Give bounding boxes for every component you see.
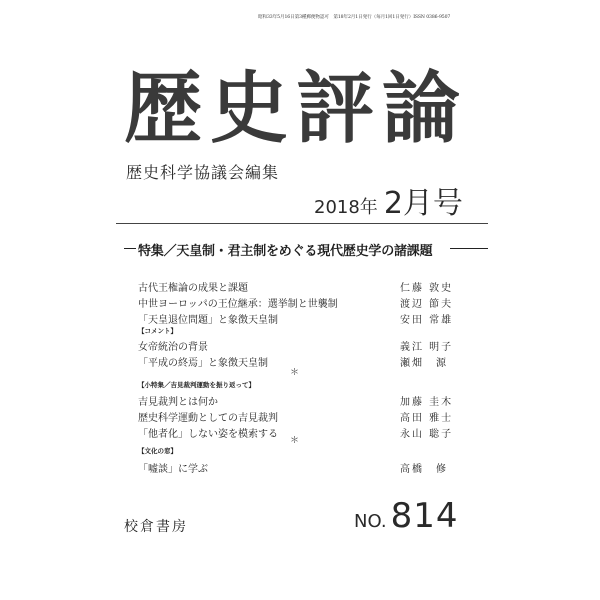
article-title: 「他者化」しない姿を模索する (138, 429, 278, 440)
toc-item (138, 393, 482, 407)
article-title: 「天皇退位問題」と象徴天皇制 (138, 315, 278, 326)
article-title: 「平成の終焉」と象徴天皇制 (138, 358, 268, 369)
toc-item (138, 338, 482, 352)
mini-feature-label: 【小特集／吉見裁判運動を振り返って】 (138, 381, 255, 389)
article-author: 渡辺 節夫 (400, 299, 454, 310)
toc-item (138, 409, 482, 423)
issue-month: 2月号 (383, 186, 463, 221)
issue-year: 2018年 (314, 197, 378, 218)
article-author: 高橋 修 (400, 464, 448, 475)
article-author: 永山 聡子 (400, 429, 454, 440)
toc-item (138, 354, 482, 368)
toc-item (138, 311, 482, 325)
section-divider-star: ＊ (290, 436, 300, 446)
top-divider (116, 223, 488, 224)
article-title: 歴史科学運動としての吉見裁判 (138, 413, 278, 424)
publisher-name: 校倉書房 (124, 519, 188, 535)
editor-credit: 歴史科学協議会編集 (126, 163, 280, 182)
article-title: 中世ヨーロッパの王位継承：選挙制と世襲制 (138, 299, 338, 310)
article-title: 「嘘談」に学ぶ (138, 464, 208, 475)
toc-item (138, 460, 482, 474)
article-author: 仁藤 敦史 (400, 283, 454, 294)
comment-label: 【コメント】 (138, 327, 177, 335)
culture-label: 【文化の窓】 (138, 447, 177, 455)
article-author: 高田 雅士 (400, 413, 454, 424)
issue-number (354, 496, 459, 536)
article-author: 義江 明子 (400, 342, 454, 353)
toc-item (138, 295, 482, 309)
magazine-title: 歴史評論 (124, 63, 469, 154)
section-divider-star: ＊ (290, 368, 300, 378)
issue-number-value: 814 (390, 496, 459, 536)
special-feature-header (124, 240, 490, 280)
article-title: 古代王権論の成果と課題 (138, 283, 248, 294)
header-rule-right (450, 248, 488, 249)
publication-info: 昭和33年5月16日第3種郵便物認可 第18年2月1日発行（毎月1回1日発行）ISSN 0386-9507 (258, 15, 451, 20)
toc-item (138, 425, 482, 439)
issue-date (314, 178, 463, 222)
article-author: 加藤 圭木 (400, 397, 454, 408)
issue-number-prefix: NO. (354, 511, 387, 532)
article-title: 女帝統治の背景 (138, 342, 208, 353)
special-feature-title: 特集／天皇制・君主制をめぐる現代歴史学の諸課題 (138, 244, 433, 259)
article-author: 瀬畑 源 (400, 358, 448, 369)
toc-item (138, 279, 482, 293)
article-title: 吉見裁判とは何か (138, 397, 218, 408)
article-author: 安田 常雄 (400, 315, 454, 326)
header-rule-left (124, 248, 136, 249)
